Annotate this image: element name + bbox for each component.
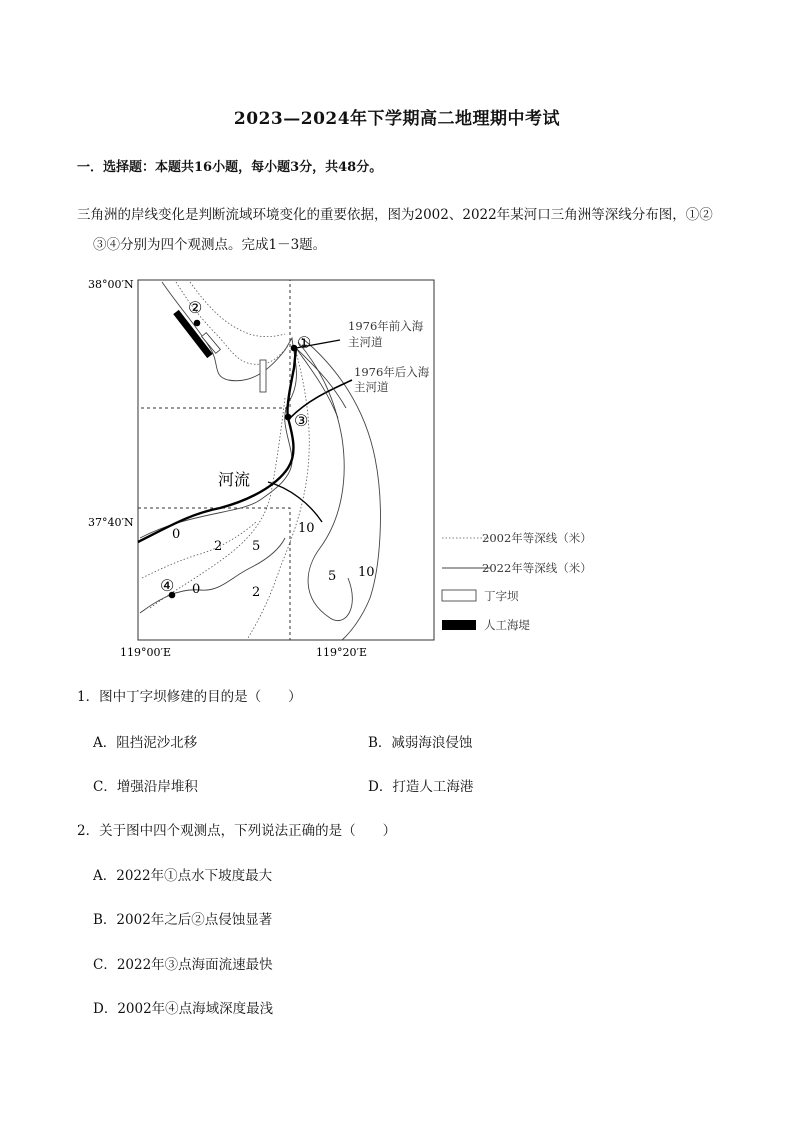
depth-label: 10: [358, 565, 375, 580]
depth-label: 0: [172, 527, 181, 542]
q2-option-b: B．2002年之后②点侵蚀显著: [93, 912, 273, 928]
legend-label-groin: 丁字坝: [484, 589, 519, 603]
contour-2002-b: [190, 282, 285, 337]
depth-label: 2: [214, 539, 223, 554]
delta-contour-map: [80, 268, 640, 664]
point-4-label: ④: [160, 576, 175, 595]
q2-option-a: A．2022年①点水下坡度最大: [93, 868, 273, 884]
point-2-dot: [194, 320, 201, 327]
intro-line-1: 三角洲的岸线变化是判断流域环境变化的重要依据，图为2002、2022年某河口三角洲等深线分布图，①②: [77, 207, 713, 223]
contour-2022-coast: [140, 282, 296, 538]
q1-option-a: A．阻挡泥沙北移: [93, 735, 198, 751]
point-3-label: ③: [294, 411, 309, 430]
depth-label: 5: [252, 539, 261, 554]
q1-option-c: C．增强沿岸堆积: [93, 779, 198, 795]
depth-label: 5: [328, 569, 337, 584]
channel-before-label-2: 主河道: [348, 335, 383, 349]
point-1-label: ①: [297, 333, 312, 352]
intro-paragraph: [77, 200, 727, 260]
lon-left-label: 119°00′E: [120, 646, 172, 659]
q1-option-d: D．打造人工海港: [368, 779, 474, 795]
lon-right-label: 119°20′E: [316, 646, 368, 659]
legend-swatch-groin: [442, 590, 476, 601]
question-2-stem: 2．关于图中四个观测点，下列说法正确的是（ ）: [77, 823, 397, 839]
legend-label-seawall: 人工海堤: [484, 618, 530, 632]
inset-box-south: [138, 508, 290, 640]
intro-line-2: ③④分别为四个观测点。完成1－3题。: [93, 237, 327, 253]
point-2-label: ②: [188, 298, 203, 317]
lat-mid-label: 37°40′N: [88, 516, 134, 529]
channel-after-label-1: 1976年后入海: [354, 365, 430, 379]
channel-before-label-1: 1976年前入海: [348, 319, 424, 333]
question-1-stem: 1．图中丁字坝修建的目的是（ ）: [77, 689, 302, 705]
depth-label: 10: [298, 521, 315, 536]
river-label: 河流: [218, 470, 251, 489]
q2-option-c: C．2022年③点海面流速最快: [93, 957, 273, 973]
q1-option-b: B．减弱海浪侵蚀: [368, 735, 473, 751]
legend-label-2022: 2022年等深线（米）: [482, 561, 592, 575]
section-heading: 一．选择题：本题共16小题，每小题3分，共48分。: [77, 160, 383, 175]
legend-label-2002: 2002年等深线（米）: [482, 531, 592, 545]
q2-option-d: D．2002年④点海域深度最浅: [93, 1001, 274, 1017]
depth-label: 2: [252, 585, 261, 600]
point-3-dot: [285, 414, 292, 421]
channel-after-label-2: 主河道: [354, 380, 389, 394]
depth-label: 0: [192, 582, 201, 597]
page-title: 2023—2024年下学期高二地理期中考试: [233, 109, 561, 129]
lat-top-label: 38°00′N: [88, 278, 134, 291]
groin-2: [260, 360, 266, 392]
legend-swatch-seawall: [442, 620, 476, 630]
